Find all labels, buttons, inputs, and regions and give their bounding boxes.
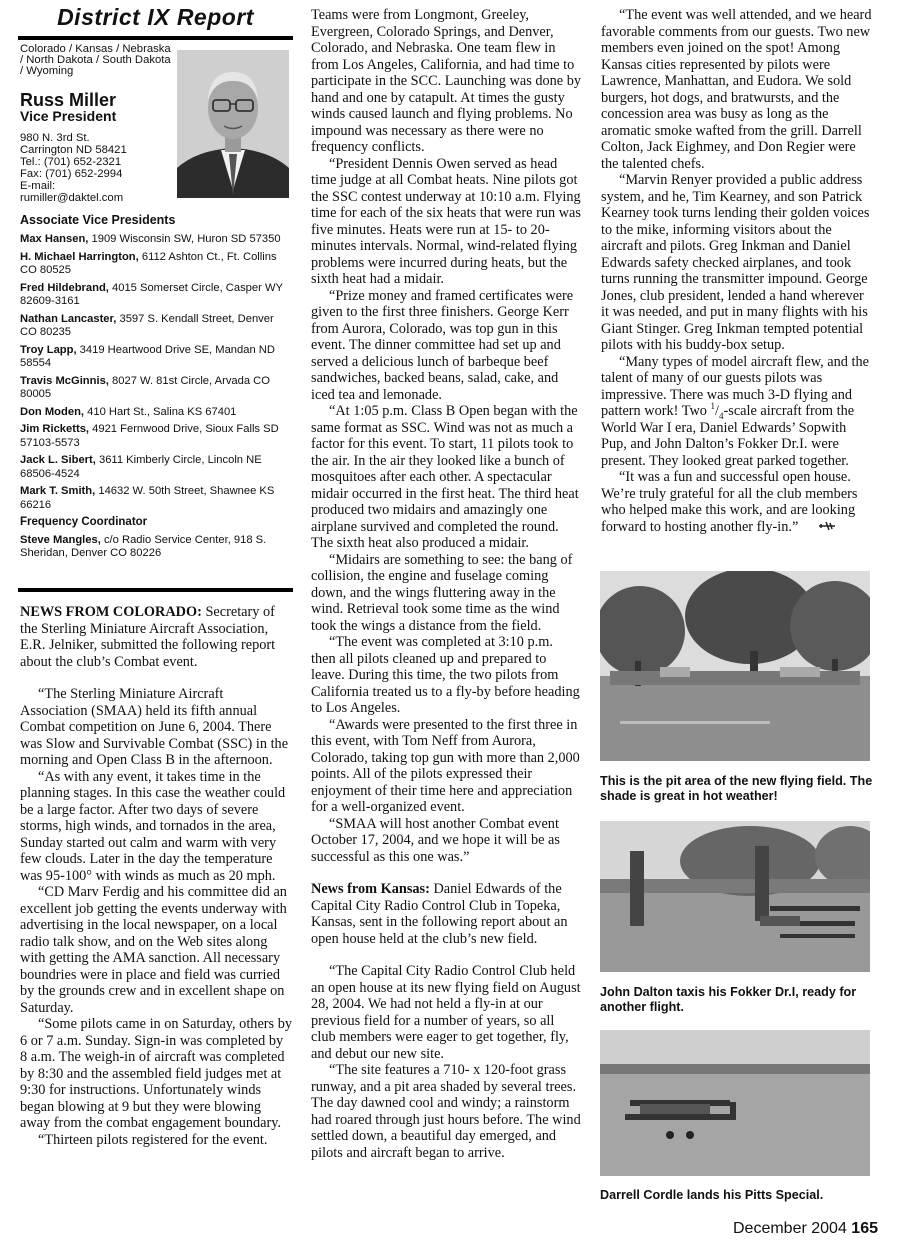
end-mark-airplane-icon [800,519,836,536]
list-item [20,313,292,340]
paragraph: “The Sterling Miniature Aircraft Association (SMAA) held its fifth annual Combat competition on June 6, 2004. There was Slow and Survivable Combat (SSC) in the morning and Open Class B in the afternoon. [20,686,289,768]
paragraph: “Marvin Renyer provided a public address system, and he, Tim Kearney, and son Patrick Kearney took turns lending their golden voices to the mike, informing visitors about the aircraft and pilots. Greg Inkman and Daniel Edwards safety checked airplanes, and took turns running the transmitter impound. George Jones, club president, lended a hand wherever it was needed, and put in many flights with his Giant Stinger. Greg Inkman tempted potential pilots with his buddy-box setup. [601,172,870,353]
article-column-3 [601,7,873,535]
pitts-landing-caption: Darrell Cordle lands his Pitts Special. [600,1188,824,1202]
associate-address: 14632 W. 50th Street, Shawnee KS 66216 [20,485,275,511]
list-item [20,485,292,512]
page-footer [733,1220,878,1238]
list-item [20,406,292,420]
paragraph: “Some pilots came in on Saturday, others by 6 or 7 a.m. Sunday. Sign-in was completed by 8 a.m. The weigh-in of aircraft was completed by 8:30 and the assembled field judges met at 9:30 for instructions. Unfortunately winds began blowing at 9 but they were blowing away from the combat engagement boundary. [20,1016,292,1131]
address-tel: Tel.: (701) 652-2321 [20,156,122,168]
paragraph: “The event was well attended, and we heard favorable comments from our guests. Two new members even joined on the spot! Among Kansas cities represented by pilots were Lawrence, Manhattan, and Eudora. We sold burgers, hot dogs, and bratwursts, and the concession area was busy as long as the aromatic smoke wafted from the grill. Darrell Colton, Jack Eighmey, and Don Regier were the talented chefs. [601,7,872,172]
vp-name: Russ Miller [20,90,117,110]
address-email: rumiller@daktel.com [20,192,124,204]
associate-address: 410 Hart St., Salina KS 67401 [84,405,237,418]
paragraph: “As with any event, it takes time in the planning stages. In this case the weather could be a large factor. After two days of severe storms, high winds, and tornados in the area, Sunday started out calm and warm with very few clouds. Later in the day the temperature was 95-100° with winds as much as 20 mph. [20,768,286,884]
vp-portrait-photo [177,50,289,198]
pitts-landing-photo [600,1030,870,1176]
list-item [20,534,292,561]
district-states: Colorado / Kansas / Nebraska / North Dakota / South Dakota / Wyoming [20,43,171,77]
associate-address: 3419 Heartwood Drive SE, Mandan ND 58554 [20,343,275,369]
section-rule [18,588,293,592]
fokker-taxi-caption: John Dalton taxis his Fokker Dr.I, ready for another flight. [600,985,857,1014]
associate-name: Max Hansen, [20,233,89,245]
paragraph: “Thirteen pilots registered for the event. [38,1131,268,1148]
associate-name: H. Michael Harrington, [20,250,139,263]
paragraph: “Many types of model aircraft flew, and the talent of many of our guests pilots was impressive. There was much 3-D flying and pattern work! Two $^1/_4$-scale aircraft from the World War I era, Daniel Edwards’ Sopwith Pup, and John Dalton’s Fokker Dr.I. were present. They looked great parked together. [601,353,869,469]
kansas-intro: News from Kansas: Daniel Edwards of the Capital City Radio Control Club in Topeka, Kansas, sent in the following report about an open house held at the club’s new field. [311,881,568,947]
associate-name: Troy Lapp, [20,343,77,356]
associate-address: 3597 S. Kendall Street, Denver CO 80235 [20,312,274,338]
section-title: District IX Report [57,4,254,30]
associate-address: 8027 W. 81st Circle, Arvada CO 80005 [20,374,270,400]
address-email-label: E-mail: [20,180,56,192]
issue-date: December 2004 [733,1220,847,1237]
paragraph: “The Capital City Radio Control Club held an open house at its new flying field on August 28, 2004. We had not held a fly-in at our previous field for a number of years, so all club members were eager to get together, fly, and debut our new site. [311,963,581,1062]
pit-area-photo [600,571,870,761]
vp-title: Vice President [20,108,117,124]
associate-name: Jim Ricketts, [20,423,90,435]
vp-address [20,132,178,204]
associate-name: Nathan Lancaster, [20,312,117,325]
paragraph: “The event was completed at 3:10 p.m. then all pilots cleaned up and prepared to leave. During this time, the two pilots from California treated us to a fly-by before heading to Los Angeles. [311,634,580,716]
fokker-taxi-photo [600,821,870,972]
address-fax: Fax: (701) 652-2994 [20,168,123,180]
header-rule [18,36,293,40]
paragraph: “Awards were presented to the first three in this event, with Tom Neff from Aurora, Colorado, taking top gun with more than 2,000 points. All of the pilots expressed their enjoyment of their time here and appreciation for a well-organized event. [311,716,580,815]
associate-address: 3611 Kimberly Circle, Lincoln NE 68506-4524 [20,454,262,480]
associate-name: Mark T. Smith, [20,485,96,497]
list-item [20,233,292,247]
page-number: 165 [851,1220,878,1237]
associate-vps-heading: Associate Vice Presidents [20,213,176,227]
list-item [20,375,292,402]
list-item [20,282,292,309]
coordinator-name: Steve Mangles, [20,533,101,546]
article-column-2 [311,7,581,1161]
address-street: 980 N. 3rd St. [20,132,90,144]
list-item [20,454,292,481]
paragraph: “Midairs are something to see: the bang of collision, the engine and fuselage coming down, and the wings fluttering away in the wind. Retrieval took some time as the wind took the wings a distance from the field. [311,551,573,634]
associate-name: Travis McGinnis, [20,374,109,387]
article-column-1 [20,604,292,1148]
paragraph: “At 1:05 p.m. Class B Open began with the same format as SSC. Wind was not as much a factor for this event. To start, 11 pilots took to the air. In the air they looked like a bunch of mosquitoes after each other. A spectacular midair occurred in the first heat. The third heat produced two midairs and amazingly one airplane survived and completed the round. The sixth heat also produced a midair. [311,403,579,551]
paragraph: “The site features a 710- x 120-foot grass runway, and a pit area shaded by several trees. The day dawned cool and windy; a rainstorm had roared through just hours before. The wind settled down, a beautiful day emerged, and pilots and aircraft began to arrive. [311,1062,581,1161]
paragraph: Teams were from Longmont, Greeley, Evergreen, Colorado Springs, and Denver, Colorado, and Nebraska. One team flew in from Los Angeles, California, and had time to participate in the SCC. Launching was done by hand and one by catapult. At times the gusty winds caused launch and flying problems. No impound was necessary as there were no frequency conflicts. [311,7,581,155]
colorado-intro: NEWS FROM COLORADO: Secretary of the Sterling Miniature Aircraft Association, E.R. Jelniker, submitted the following report about the club’s Combat event. [20,604,276,670]
list-item [20,344,292,371]
associate-vps-list [20,233,292,565]
paragraph: “CD Marv Ferdig and his committee did an excellent job getting the events underway with advertising in the local newspaper, on a local radio talk show, and on the Web sites along with getting the AMA sanction. All necessary boundries were in place and field was curried by the grounds crew and in excellent shape on Saturday. [20,884,287,1016]
pit-area-caption: This is the pit area of the new flying field. The shade is great in hot weather! [600,774,873,803]
associate-address: 1909 Wisconsin SW, Huron SD 57350 [88,233,281,245]
fraction-denominator: 4 [719,410,724,421]
frequency-coordinator-heading: Frequency Coordinator [20,516,148,528]
associate-name: Don Moden, [20,405,85,418]
colorado-lead: NEWS FROM COLORADO: [20,604,202,620]
associate-address: 4015 Somerset Circle, Casper WY 82609-3161 [20,281,283,307]
kansas-lead: News from Kansas: [311,881,430,897]
associate-address: 4921 Fernwood Drive, Sioux Falls SD 57103-5573 [20,423,279,449]
paragraph: “President Dennis Owen served as head time judge at all Combat heats. Nine pilots got the SSC contest underway at 10:10 a.m. Flying time for each of the six heats that were run was five minutes. Heats were run at 15- to 20-minutes intervals. Normal, wind-related flying problems were incurred during heats, but the sixth heat had a midair. [311,155,581,287]
paragraph: “SMAA will host another Combat event October 17, 2004, and we hope it will be as successful as this one was.” [311,815,560,865]
fraction-numerator: 1 [710,401,716,412]
address-city: Carrington ND 58421 [20,144,127,156]
associate-address: 6112 Ashton Ct., Ft. Collins CO 80525 [20,250,277,276]
list-item [20,251,292,278]
coordinator-address: c/o Radio Service Center, 918 S. Sheridan, Denver CO 80226 [20,533,267,559]
paragraph: “Prize money and framed certificates were given to the first three finishers. George Kerr from Aurora, Colorado, was top gun in this event. The dinner committee had set up and served a delicious lunch of barbeque beef sandwiches, backed beans, salad, cake, and iced tea and lemonade. [311,287,574,403]
associate-name: Jack L. Sibert, [20,454,96,466]
associate-name: Fred Hildebrand, [20,281,109,294]
list-item [20,423,292,450]
paragraph: “It was a fun and successful open house. We’re truly grateful for all the club members who helped make this work, and are looking forward to hosting another fly-in.” [601,469,858,535]
